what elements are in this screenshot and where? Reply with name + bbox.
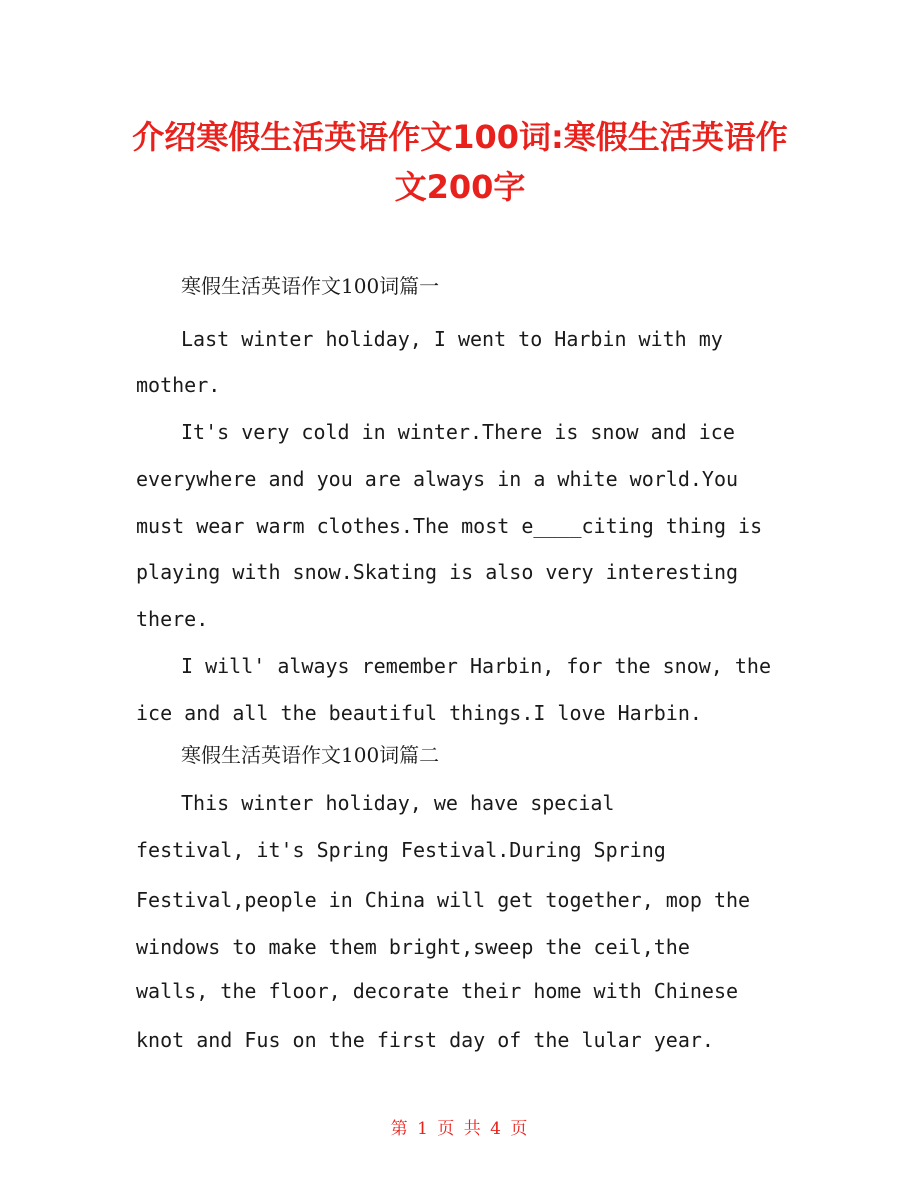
- paragraph-line: This winter holiday, we have special: [181, 791, 615, 815]
- paragraph-line: walls, the floor, decorate their home with Chinese: [136, 979, 739, 1003]
- paragraph-line: there.: [136, 607, 209, 631]
- paragraph-line: playing with snow.Skating is also very interesting: [136, 560, 739, 584]
- document-title: 介绍寒假生活英语作文100词:寒假生活英语作文200字: [132, 118, 788, 206]
- section-heading: 寒假生活英语作文100词篇一: [181, 274, 440, 298]
- paragraph-line: mother.: [136, 373, 221, 397]
- paragraph-line: Festival,people in China will get together, mop the: [136, 888, 751, 912]
- paragraph-line: knot and Fus on the first day of the lular year.: [136, 1028, 714, 1052]
- paragraph-line: I will' always remember Harbin, for the snow, the: [181, 654, 772, 678]
- paragraph-line: windows to make them bright,sweep the ceil,the: [136, 935, 690, 959]
- paragraph-line: Last winter holiday, I went to Harbin with my: [181, 327, 723, 351]
- paragraph-line: festival, it's Spring Festival.During Spring: [136, 838, 666, 862]
- paragraph-line: It's very cold in winter.There is snow and ice: [181, 420, 735, 444]
- page-number-footer: 第 1 页 共 4 页: [390, 1119, 530, 1139]
- section-heading: 寒假生活英语作文100词篇二: [181, 743, 440, 767]
- paragraph-line: everywhere and you are always in a white world.You: [136, 467, 739, 491]
- paragraph-line: ice and all the beautiful things.I love Harbin.: [136, 701, 702, 725]
- paragraph-line: must wear warm clothes.The most e____citing thing is: [136, 514, 763, 538]
